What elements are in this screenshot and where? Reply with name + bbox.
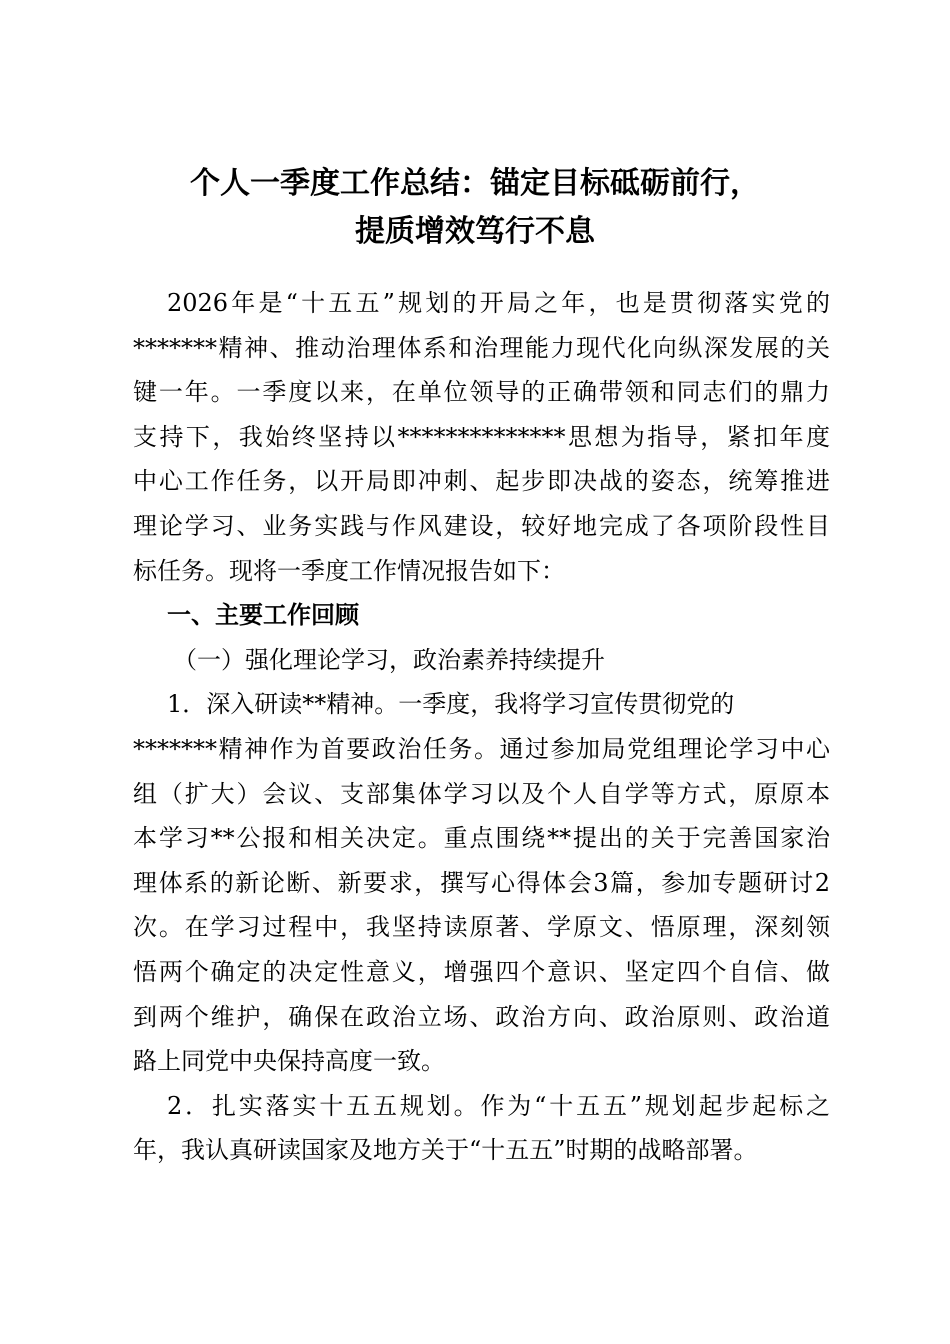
text-line: *******精神作为首要政治任务。通过参加局党组理论学习中心 [133,734,830,763]
intro-paragraph [133,281,830,593]
text-line: 到两个维护，确保在政治立场、政治方向、政治原则、政治道 [133,1002,830,1031]
subsection-heading: （一）强化理论学习，政治素养持续提升 [173,645,605,674]
text-line: 次。在学习过程中，我坚持读原著、学原文、悟原理，深刻领 [133,913,830,942]
document-title [100,160,850,256]
text-line: 年，我认真研读国家及地方关于“十五五”时期的战略部署。 [133,1136,758,1165]
text-line: 标任务。现将一季度工作情况报告如下： [133,556,565,585]
text-line: 2．扎实落实十五五规划。作为“十五五”规划起步起标之 [167,1091,830,1120]
section-heading: 一、主要工作回顾 [167,601,359,630]
title-line: 个人一季度工作总结：锚定目标砥砺前行， [190,166,760,201]
text-line: 悟两个确定的决定性意义，增强四个意识、坚定四个自信、做 [133,957,830,986]
text-line: 2026年是“十五五”规划的开局之年，也是贯彻落实党的 [167,289,830,317]
document-body [133,281,830,1173]
text-line: 中心工作任务，以开局即冲刺、起步即决战的姿态，统筹推进 [133,467,830,496]
text-line: 理论学习、业务实践与作风建设，较好地完成了各项阶段性目 [133,511,830,540]
item-2-paragraph [133,1084,830,1173]
text-line: 本学习**公报和相关决定。重点围绕**提出的关于完善国家治 [133,824,830,853]
text-line: 键一年。一季度以来，在单位领导的正确带领和同志们的鼎力 [133,378,830,407]
text-line: 支持下，我始终坚持以**************思想为指导，紧扣年度 [133,422,830,451]
text-line: 1．深入研读**精神。一季度，我将学习宣传贯彻党的 [167,690,735,719]
text-line: 路上同党中央保持高度一致。 [133,1047,445,1076]
text-line: 组（扩大）会议、支部集体学习以及个人自学等方式，原原本 [133,779,830,808]
text-line: 理体系的新论断、新要求，撰写心得体会3篇，参加专题研讨2 [133,868,830,897]
item-1-paragraph [133,682,830,1083]
text-line: *******精神、推动治理体系和治理能力现代化向纵深发展的关 [133,333,830,362]
title-line: 提质增效笃行不息 [355,214,595,249]
